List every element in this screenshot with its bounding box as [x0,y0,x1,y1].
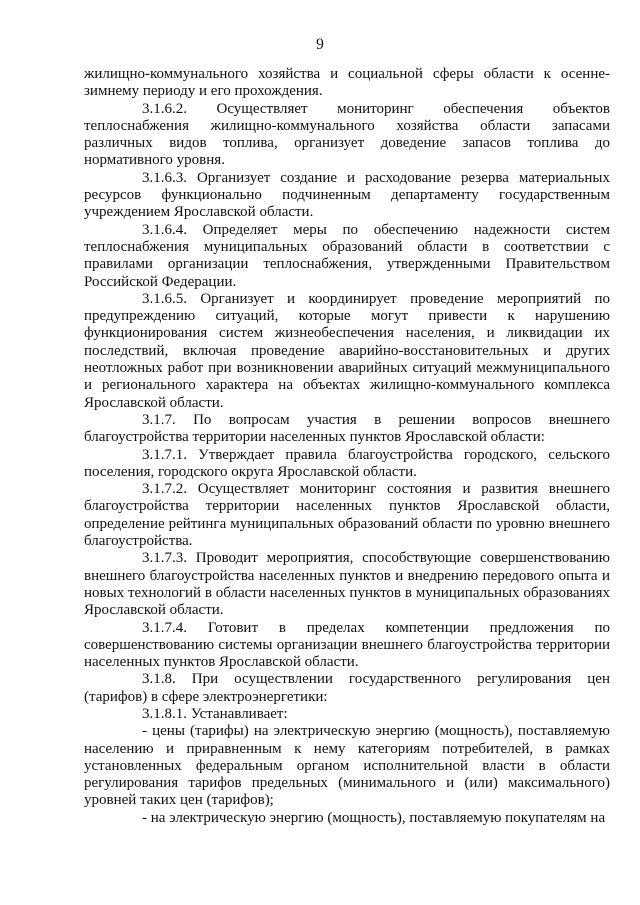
list-item-tariffs-buyers: - на электрическую энергию (мощность), поставляемую покупателям на [142,809,606,826]
paragraph-continuation: жилищно-коммунального хозяйства и социальной сферы области к осенне-зимнему периоду и его прохождения. [84,66,610,100]
paragraph-3-1-7-3: 3.1.7.3. Проводит мероприятия, способствующие совершенствованию внешнего благоустройства населенных пунктов и внедрению передового опыта и новых технологий в области населенных пунктов в муниципальных образованиях Ярославской области. [84,550,610,619]
paragraph-3-1-6-4: 3.1.6.4. Определяет меры по обеспечению надежности систем теплоснабжения муниципальных образований области в соответствии с правилами организации теплоснабжения, утвержденными Правительством Российской Федерации. [84,221,610,290]
paragraph-3-1-7-1: 3.1.7.1. Утверждает правила благоустройства городского, сельского поселения, городского округа Ярославской области. [84,446,610,480]
page-number: 9 [316,36,324,53]
list-item-tariffs-population: - цены (тарифы) на электрическую энергию (мощность), поставляемую населению и приравненным к нему категориям потребителей, в рамках установленных федеральным органом исполнительной власти в области регулирования тарифов предельных (минимального и (или) максимального) уровней таких цен (тарифов); [84,723,610,809]
paragraph-3-1-7-2: 3.1.7.2. Осуществляет мониторинг состояния и развития внешнего благоустройства территории населенных пунктов Ярославской области, определение рейтинга муниципальных образований области по уровню внешнего благоустройства. [84,481,610,550]
paragraph-3-1-7-4: 3.1.7.4. Готовит в пределах компетенции предложения по совершенствованию системы организации внешнего благоустройства территории населенных пунктов Ярославской области. [84,619,610,671]
paragraph-3-1-6-3: 3.1.6.3. Организует создание и расходование резерва материальных ресурсов функционально подчиненным департаменту государственным учреждением Ярославской области. [84,169,610,221]
paragraph-3-1-8-1: 3.1.8.1. Устанавливает: [142,705,288,722]
document-body [84,66,610,827]
paragraph-3-1-6-5: 3.1.6.5. Организует и координирует проведение мероприятий по предупреждению ситуаций, которые могут привести к нарушению функционирования систем жизнеобеспечения населения, и ликвидации их последствий, включая проведение аварийно-восстановительных и других неотложных работ при возникновении аварийных ситуаций межмуниципального и регионального характера на объектах жилищно-коммунального комплекса Ярославской области. [84,290,610,411]
paragraph-3-1-8: 3.1.8. При осуществлении государственного регулирования цен (тарифов) в сфере электроэнергетики: [84,671,610,705]
paragraph-3-1-6-2: 3.1.6.2. Осуществляет мониторинг обеспечения объектов теплоснабжения жилищно-коммунального хозяйства области запасами различных видов топлива, организует доведение запасов топлива до нормативного уровня. [84,100,610,169]
paragraph-3-1-7: 3.1.7. По вопросам участия в решении вопросов внешнего благоустройства территории населенных пунктов Ярославской области: [84,411,610,446]
